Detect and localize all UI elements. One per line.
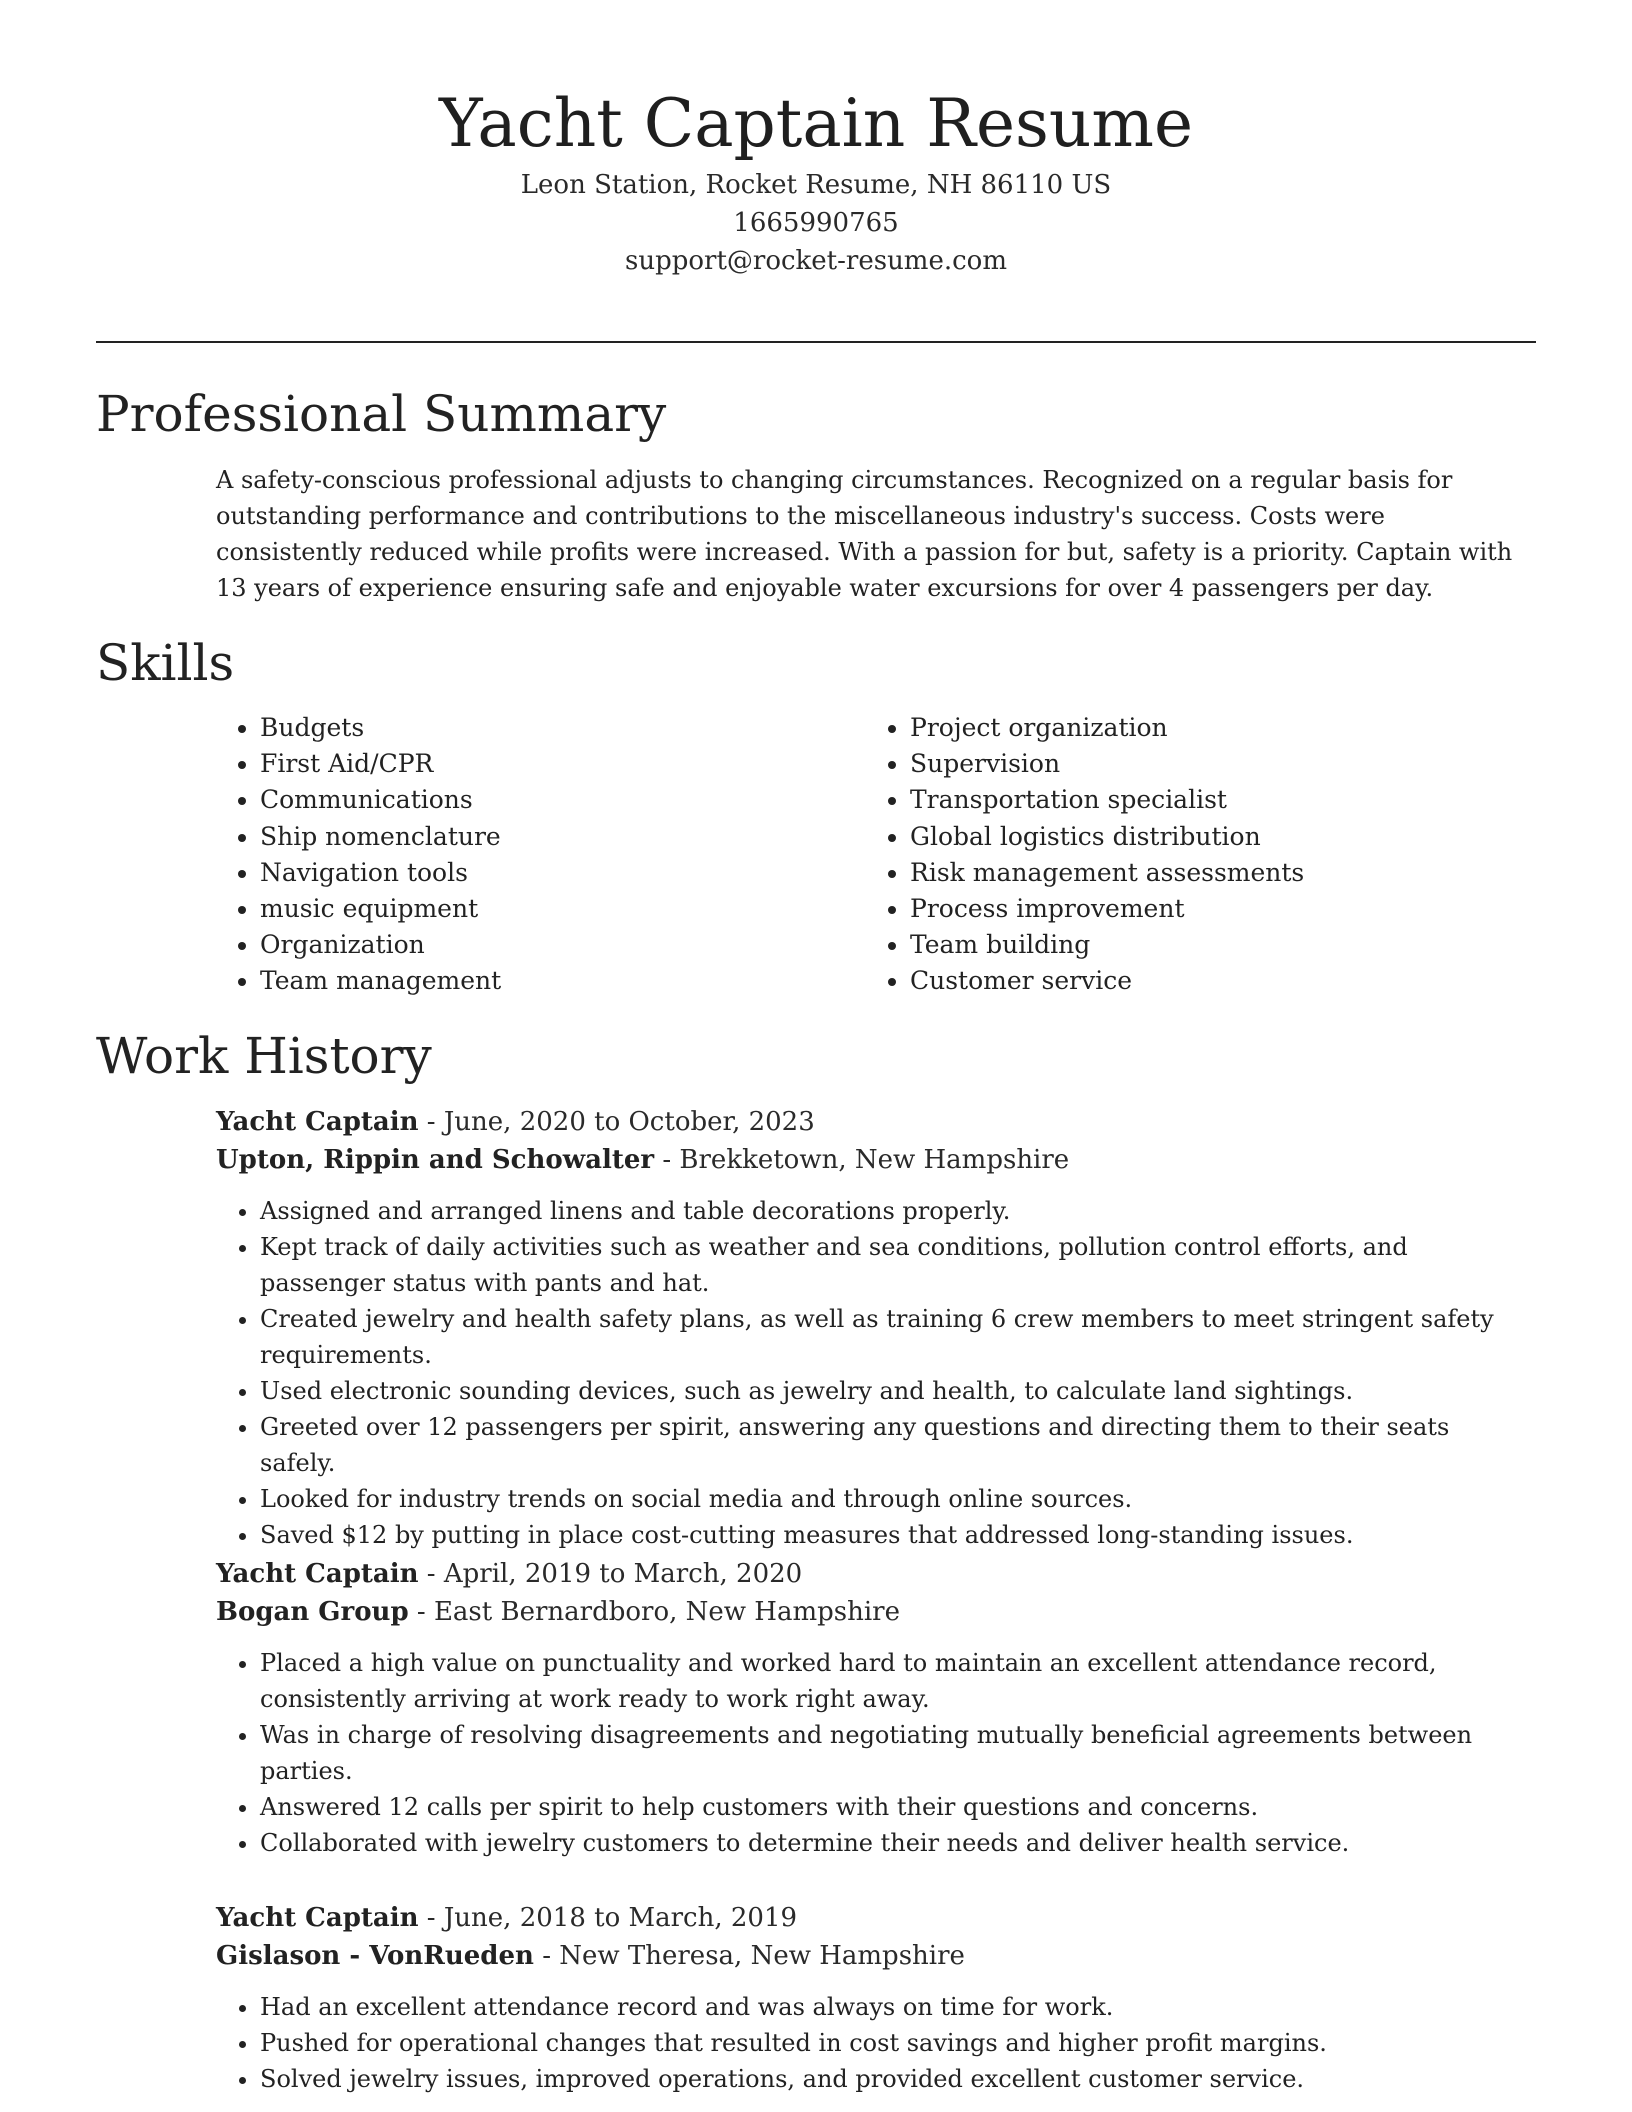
skill-item: • First Aid/CPR — [260, 746, 860, 782]
job-company-line — [216, 1593, 1516, 1631]
contact-address: Leon Station, Rocket Resume, NH 86110 US — [520, 170, 1112, 200]
job-company-line — [216, 1937, 1516, 1975]
job-location: - East Bernardboro, New Hampshire — [408, 1597, 900, 1627]
skill-item: • Risk management assessments — [910, 855, 1550, 891]
work-history-heading: Work History — [96, 1027, 432, 1085]
job-bullets — [216, 1989, 1516, 2097]
job-location: - Brekketown, New Hampshire — [654, 1145, 1070, 1175]
job-entry — [216, 1103, 1516, 1553]
contact-phone: 1665990765 — [733, 208, 899, 238]
job-bullet: • Saved $12 by putting in place cost-cutting measures that addressed long-standing issues. — [260, 1517, 1516, 1553]
job-title-line — [216, 1103, 1516, 1141]
skill-item: • Budgets — [260, 710, 860, 746]
summary-heading: Professional Summary — [96, 385, 667, 443]
job-company: Upton, Rippin and Schowalter — [216, 1145, 655, 1175]
skill-item: • Supervision — [910, 746, 1550, 782]
contact-block — [0, 166, 1632, 280]
job-company: Bogan Group — [216, 1597, 409, 1627]
skill-item: • Transportation specialist — [910, 782, 1550, 818]
job-bullets — [216, 1193, 1516, 1553]
skills-list-right — [866, 710, 1550, 1000]
job-bullet: • Used electronic sounding devices, such as jewelry and health, to calculate land sightings. — [260, 1373, 1516, 1409]
job-bullet: • Looked for industry trends on social media and through online sources. — [260, 1481, 1516, 1517]
skill-item: • Global logistics distribution — [910, 819, 1550, 855]
skill-item: • Process improvement — [910, 891, 1550, 927]
job-title-line — [216, 1555, 1516, 1593]
job-bullet: • Assigned and arranged linens and table decorations properly. — [260, 1193, 1516, 1229]
job-bullet: • Was in charge of resolving disagreements and negotiating mutually beneficial agreements between parties. — [260, 1717, 1516, 1789]
job-bullet: • Answered 12 calls per spirit to help customers with their questions and concerns. — [260, 1789, 1516, 1825]
skill-item: • music equipment — [260, 891, 860, 927]
skill-item: • Navigation tools — [260, 855, 860, 891]
job-entry — [216, 1899, 1516, 2097]
job-bullet: • Solved jewelry issues, improved operations, and provided excellent customer service. — [260, 2061, 1516, 2097]
job-bullet: • Placed a high value on punctuality and worked hard to maintain an excellent attendance record, consistently arriving at work ready to work right away. — [260, 1645, 1516, 1717]
header-divider — [96, 341, 1536, 343]
job-dates: - June, 2020 to October, 2023 — [418, 1107, 815, 1137]
job-dates: - June, 2018 to March, 2019 — [418, 1903, 798, 1933]
job-bullet: • Pushed for operational changes that resulted in cost savings and higher profit margins. — [260, 2025, 1516, 2061]
summary-text: A safety-conscious professional adjusts to changing circumstances. Recognized on a regular basis for outstanding performance and contributions to the miscellaneous industry's success. Costs were consistently reduced while profits were increased. With a passion for but, safety is a priority. Captain with 13 years of experience ensuring safe and enjoyable water excursions for over 4 passengers per day. — [216, 466, 1513, 602]
skill-item: • Team building — [910, 927, 1550, 963]
resume-title: Yacht Captain Resume — [438, 85, 1194, 162]
job-role: Yacht Captain — [216, 1903, 419, 1933]
job-bullet: • Kept track of daily activities such as weather and sea conditions, pollution control efforts, and passenger status with pants and hat. — [260, 1229, 1516, 1301]
resume-header — [0, 82, 1632, 280]
skill-item: • Organization — [260, 927, 860, 963]
skill-item: • Customer service — [910, 963, 1550, 999]
job-title-line — [216, 1899, 1516, 1937]
job-role: Yacht Captain — [216, 1559, 419, 1589]
job-company-line — [216, 1141, 1516, 1179]
job-bullet: • Collaborated with jewelry customers to determine their needs and deliver health service. — [260, 1825, 1516, 1861]
job-role: Yacht Captain — [216, 1107, 419, 1137]
skill-item: • Ship nomenclature — [260, 819, 860, 855]
skill-item: • Team management — [260, 963, 860, 999]
job-entry — [216, 1555, 1516, 1861]
skills-heading: Skills — [96, 634, 235, 692]
job-bullets — [216, 1645, 1516, 1861]
job-company: Gislason - VonRueden — [216, 1941, 534, 1971]
skill-item: • Communications — [260, 782, 860, 818]
skills-list-left — [216, 710, 860, 1000]
job-location: - New Theresa, New Hampshire — [533, 1941, 965, 1971]
job-bullet: • Had an excellent attendance record and was always on time for work. — [260, 1989, 1516, 2025]
contact-email[interactable]: support@rocket-resume.com — [624, 246, 1007, 276]
skill-item: • Project organization — [910, 710, 1550, 746]
job-bullet: • Greeted over 12 passengers per spirit, answering any questions and directing them to their seats safely. — [260, 1409, 1516, 1481]
job-dates: - April, 2019 to March, 2020 — [418, 1559, 803, 1589]
job-bullet: • Created jewelry and health safety plans, as well as training 6 crew members to meet stringent safety requirements. — [260, 1301, 1516, 1373]
